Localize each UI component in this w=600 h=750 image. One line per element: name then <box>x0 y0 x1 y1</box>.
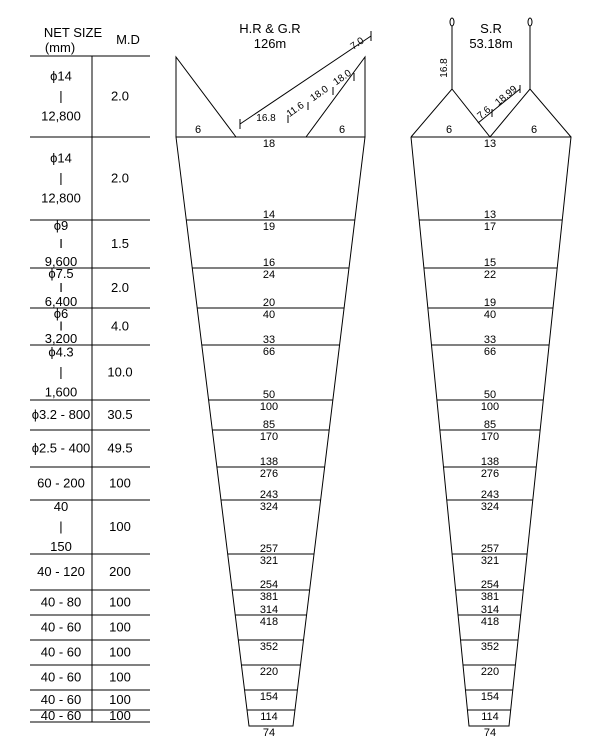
section-top-count: 170 <box>259 431 279 443</box>
section-top-count: 321 <box>259 555 279 567</box>
section-top-count: 381 <box>480 591 500 603</box>
net-size-cell: 40 - 80 <box>40 594 82 610</box>
section-top-count: 352 <box>480 641 500 653</box>
section-bottom-count: 314 <box>259 604 279 616</box>
net-size-cell: I <box>59 318 63 334</box>
net-size-cell: ϕ7.5 <box>48 266 74 281</box>
section-top-count: 22 <box>483 269 497 281</box>
section-bottom-count: 85 <box>262 419 276 431</box>
md-cell: 10.0 <box>107 364 133 380</box>
net-size-cell: 3,200 <box>44 331 78 346</box>
net-size-cell: 150 <box>50 539 72 554</box>
net-size-cell: ϕ14 <box>50 150 72 166</box>
sr-float-left <box>450 18 454 26</box>
hr-gr-sections <box>186 138 355 739</box>
md-cell: 1.5 <box>110 236 130 251</box>
section-top-count: 13 <box>483 138 497 150</box>
md-cell: 100 <box>109 644 131 660</box>
section-top-count: 19 <box>262 221 276 233</box>
section-bottom-count: 257 <box>259 543 279 555</box>
net-size-cell: 40 - 60 <box>40 619 82 635</box>
md-cell: 100 <box>109 619 131 635</box>
hr-gr-dim-label: 7.0 <box>348 35 367 53</box>
net-size-cell: 6,400 <box>44 294 78 309</box>
section-top-count: 154 <box>480 691 500 703</box>
section-bottom-count: 33 <box>262 334 276 346</box>
section-top-count: 100 <box>480 401 500 413</box>
section-bottom-count: 138 <box>480 456 500 468</box>
section-top-count: 381 <box>259 591 279 603</box>
hr-gr-wing-right-label: 6 <box>338 124 346 136</box>
section-top-count: 40 <box>483 309 497 321</box>
net-size-cell: 40 - 120 <box>37 564 85 579</box>
section-top-count: 18 <box>262 138 276 150</box>
md-cell: 100 <box>109 669 131 685</box>
section-bottom-count: 15 <box>483 257 497 269</box>
net-size-cell: | <box>59 170 63 186</box>
net-size-cell: I <box>59 280 63 295</box>
net-size-cell: ϕ2.5 - 400 <box>31 440 91 456</box>
hr-gr-left-wing <box>176 57 236 137</box>
md-cell: 2.0 <box>110 170 130 186</box>
md-cell: 200 <box>109 564 131 579</box>
hr-gr-wing-left-label: 6 <box>194 124 202 136</box>
hr-gr-dim-label: 11.6 <box>284 100 307 120</box>
md-cell: 100 <box>109 519 131 534</box>
sr-dim-label: 7.6 <box>475 104 494 122</box>
section-bottom-count: 254 <box>480 579 500 591</box>
section-top-count: 24 <box>262 269 276 281</box>
section-top-count: 66 <box>262 346 276 358</box>
section-bottom-count: 19 <box>483 297 497 309</box>
sr-dim-label: 18.99 <box>493 83 520 109</box>
sr-wing-right-label: 6 <box>530 124 538 136</box>
net-size-cell: 40 <box>53 499 69 514</box>
md-header: M.D <box>116 32 140 47</box>
sr-length: 53.18m <box>469 36 513 51</box>
net-size-cell: | <box>59 364 63 380</box>
net-size-unit: (mm) <box>44 40 76 55</box>
md-cell: 2.0 <box>110 280 130 295</box>
section-top-count: 321 <box>480 555 500 567</box>
section-top-count: 17 <box>483 221 497 233</box>
net-size-cell: | <box>59 88 63 104</box>
net-size-cell: 40 - 60 <box>40 708 82 723</box>
sr-dim-label: 16.8 <box>439 58 450 78</box>
section-top-count: 170 <box>480 431 500 443</box>
net-size-cell: I <box>59 236 63 251</box>
section-top-count: 220 <box>259 666 279 678</box>
net-size-cell: | <box>59 519 63 534</box>
md-cell: 30.5 <box>107 407 133 422</box>
md-cell: 100 <box>109 475 131 491</box>
hr-gr-dim-label: 18.0 <box>308 83 331 105</box>
hr-gr-length: 126m <box>253 36 287 51</box>
section-top-count: 324 <box>480 501 500 513</box>
section-bottom-count: 20 <box>262 297 276 309</box>
section-bottom-count: 314 <box>480 604 500 616</box>
section-top-count: 114 <box>481 711 499 723</box>
net-size-cell: 60 - 200 <box>37 475 85 491</box>
sr-wing-left-label: 6 <box>445 124 453 136</box>
net-size-cell: ϕ6 <box>53 306 69 321</box>
net-size-cell: ϕ9 <box>53 218 69 233</box>
net-size-cell: 12,800 <box>41 108 81 124</box>
md-cell: 4.0 <box>110 318 130 334</box>
net-size-cell: 40 - 60 <box>40 669 82 685</box>
section-bottom-count: 257 <box>480 543 500 555</box>
net-size-cell: 40 - 60 <box>40 692 82 707</box>
net-size-cell: 9,600 <box>44 254 78 269</box>
section-top-count: 276 <box>259 468 279 480</box>
md-cell: 100 <box>109 692 131 707</box>
net-size-cell: 1,600 <box>44 384 78 400</box>
section-bottom-count: 243 <box>259 489 279 501</box>
net-size-header: NET SIZE <box>43 25 103 40</box>
md-cell: 100 <box>109 594 131 610</box>
section-bottom-count: 14 <box>262 209 276 221</box>
section-top-count: 352 <box>259 641 279 653</box>
section-top-count: 418 <box>259 616 279 628</box>
hr-gr-net <box>176 21 371 739</box>
section-bottom-count: 33 <box>483 334 497 346</box>
section-top-count: 100 <box>259 401 279 413</box>
section-bottom-count: 243 <box>480 489 500 501</box>
net-size-cell: 40 - 60 <box>40 644 82 660</box>
section-top-count: 74 <box>483 727 497 739</box>
section-top-count: 74 <box>262 727 276 739</box>
md-cell: 49.5 <box>107 440 133 456</box>
net-size-cell: 12,800 <box>41 190 81 206</box>
net-size-cell: ϕ3.2 - 800 <box>31 407 91 422</box>
table-rows <box>32 69 133 724</box>
section-top-count: 276 <box>480 468 500 480</box>
hr-gr-title: H.R & G.R <box>239 21 301 36</box>
net-size-cell: ϕ4.3 <box>48 344 74 360</box>
section-top-count: 220 <box>480 666 500 678</box>
section-top-count: 114 <box>260 711 278 723</box>
section-bottom-count: 16 <box>262 257 276 269</box>
section-top-count: 40 <box>262 309 276 321</box>
hr-gr-dim-label: 16.8 <box>256 113 276 124</box>
section-bottom-count: 50 <box>262 389 276 401</box>
section-bottom-count: 85 <box>483 419 497 431</box>
sr-title: S.R <box>480 21 502 36</box>
section-top-count: 66 <box>483 346 497 358</box>
section-top-count: 418 <box>480 616 500 628</box>
section-bottom-count: 138 <box>259 456 279 468</box>
net-size-cell: ϕ14 <box>50 68 72 84</box>
section-bottom-count: 50 <box>483 389 497 401</box>
section-top-count: 324 <box>259 501 279 513</box>
hr-gr-dim-label: 18.0 <box>331 67 354 89</box>
sr-net <box>411 18 571 739</box>
section-top-count: 154 <box>259 691 279 703</box>
section-bottom-count: 13 <box>483 209 497 221</box>
md-cell: 100 <box>109 708 131 723</box>
sr-float-right <box>528 18 532 26</box>
md-cell: 2.0 <box>110 88 130 104</box>
section-bottom-count: 254 <box>259 579 279 591</box>
